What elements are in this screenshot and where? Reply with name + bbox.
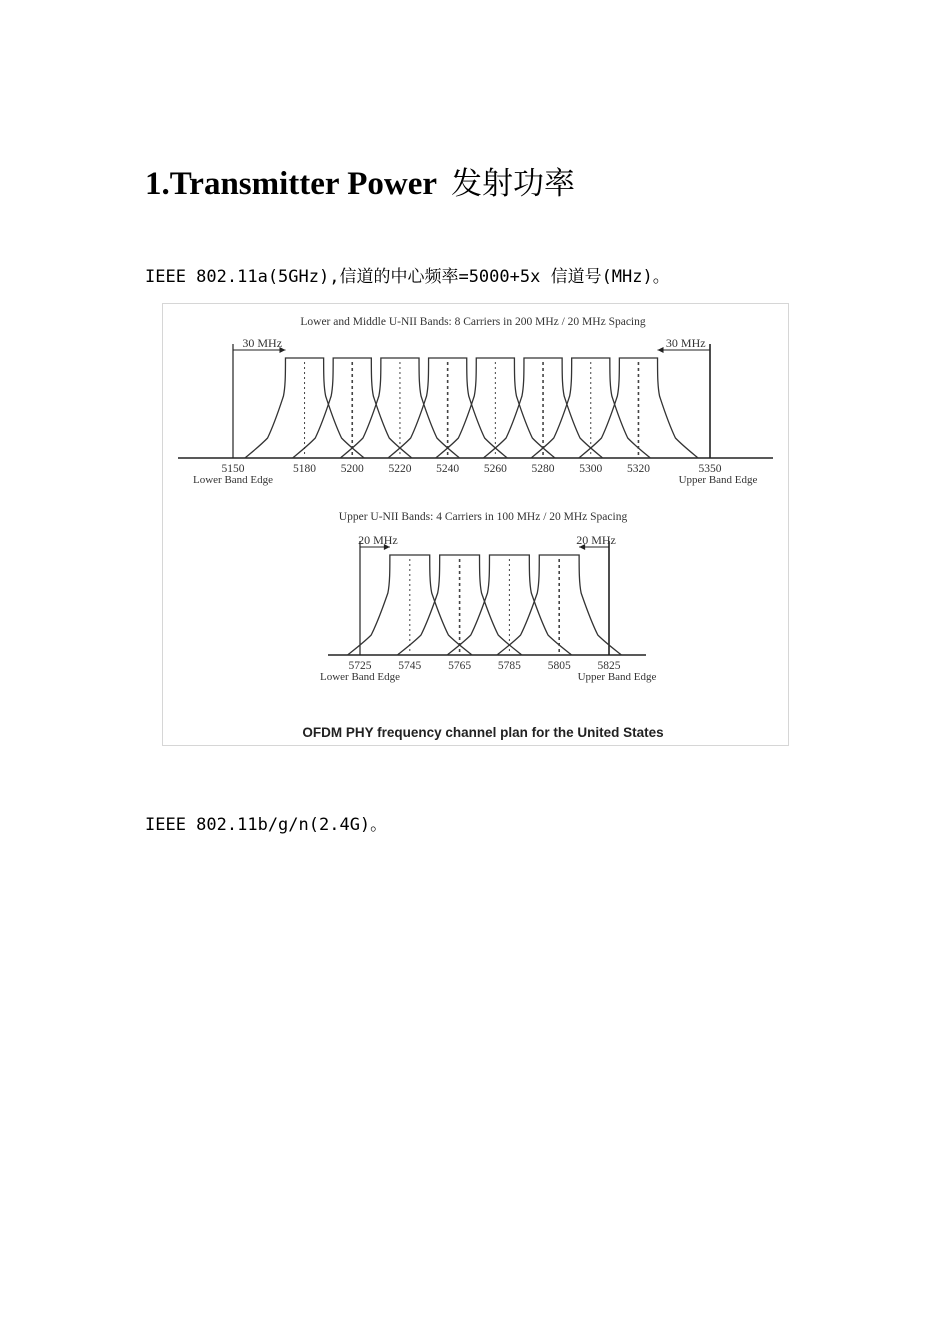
lower-tick-label: 5825 bbox=[597, 660, 621, 672]
upper-tick-label: 5180 bbox=[293, 463, 317, 475]
upper-tick-label: 5260 bbox=[483, 463, 507, 475]
upper-tick-label: 5240 bbox=[436, 463, 460, 475]
lower-upper-edge-label: Upper Band Edge bbox=[577, 671, 657, 683]
heading-chinese: 发射功率 bbox=[451, 166, 576, 202]
ofdm-channel-plan-figure bbox=[162, 303, 789, 746]
lower-tick-label: 5805 bbox=[547, 660, 571, 672]
upper-right-gap-label: 30 MHz bbox=[665, 336, 706, 350]
upper-tick-label: 5220 bbox=[388, 463, 412, 475]
upper-tick-label: 5350 bbox=[698, 463, 722, 475]
upper-tick-label: 5320 bbox=[626, 463, 650, 475]
upper-left-gap-label: 30 MHz bbox=[242, 336, 283, 350]
lower-lower-edge-label: Lower Band Edge bbox=[319, 671, 401, 683]
upper-tick-label: 5280 bbox=[531, 463, 555, 475]
lower-band-diagram bbox=[320, 511, 657, 683]
section-heading bbox=[145, 158, 575, 203]
upper-upper-edge-label: Upper Band Edge bbox=[678, 474, 758, 486]
heading-english: 1.Transmitter Power bbox=[145, 166, 438, 202]
paragraph-80211a: IEEE 802.11a(5GHz),信道的中心频率=5000+5x 信道号(MHz)。 bbox=[145, 267, 670, 287]
paragraph-80211bgn: IEEE 802.11b/g/n(2.4G)。 bbox=[145, 815, 388, 835]
figure-caption: OFDM PHY frequency channel plan for the United States bbox=[302, 725, 664, 740]
upper-tick-label: 5200 bbox=[340, 463, 364, 475]
upper-band-diagram bbox=[178, 316, 773, 486]
lower-tick-label: 5725 bbox=[348, 660, 372, 672]
lower-tick-label: 5745 bbox=[398, 660, 422, 672]
upper-band-title: Lower and Middle U-NII Bands: 8 Carriers in 200 MHz / 20 MHz Spacing bbox=[300, 316, 646, 328]
ofdm-channel-plan-diagram bbox=[163, 304, 788, 745]
upper-right-gap-arrowhead bbox=[658, 347, 664, 353]
lower-right-gap-label: 20 MHz bbox=[576, 533, 616, 547]
lower-tick-label: 5765 bbox=[448, 660, 472, 672]
lower-left-gap-label: 20 MHz bbox=[358, 533, 398, 547]
upper-tick-label: 5300 bbox=[579, 463, 603, 475]
upper-lower-edge-label: Lower Band Edge bbox=[192, 474, 274, 486]
upper-tick-label: 5150 bbox=[221, 463, 245, 475]
lower-tick-label: 5785 bbox=[497, 660, 521, 672]
lower-band-title: Upper U-NII Bands: 4 Carriers in 100 MHz / 20 MHz Spacing bbox=[338, 511, 628, 523]
